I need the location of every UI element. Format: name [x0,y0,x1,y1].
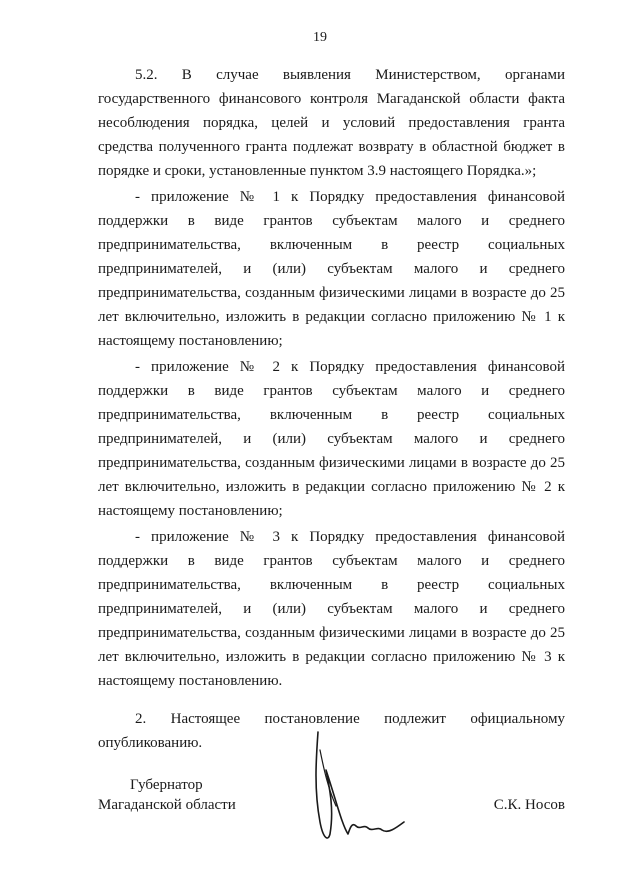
signatory-name: С.К. Носов [493,797,565,813]
signature-block [98,775,565,815]
signatory-position-line2: Магаданской области [98,797,236,813]
paragraph-5-2: 5.2. В случае выявления Министерством, органами государственного финансового контроля Магаданской области факта несоблюдения порядка, целей и условий предоставления гранта средства полученного гранта подлежат возврату в областной бюджет в порядке и сроки, установленные пунктом 3.9 настоящего Порядка.»; [98,67,565,179]
page-number: 19 [313,30,327,45]
paragraph-publication: 2. Настоящее постановление подлежит официальному опубликованию. [98,711,565,751]
document-body [98,63,565,755]
signatory-position-line1: Губернатор [130,777,203,793]
paragraph-appendix-1: - приложение № 1 к Порядку предоставления финансовой поддержки в виде грантов субъектам малого и среднего предпринимательства, включенным в реестр социальных предпринимателей, и (или) субъектам малого и среднего предпринимательства, созданным физическими лицами в возрасте до 25 лет включительно, изложить в редакции согласно приложению № 1 к настоящему постановлению; [98,189,565,349]
paragraph-appendix-2: - приложение № 2 к Порядку предоставления финансовой поддержки в виде грантов субъектам малого и среднего предпринимательства, включенным в реестр социальных предпринимателей, и (или) субъектам малого и среднего предпринимательства, созданным физическими лицами в возрасте до 25 лет включительно, изложить в редакции согласно приложению № 2 к настоящему постановлению; [98,359,565,519]
paragraph-appendix-3: - приложение № 3 к Порядку предоставления финансовой поддержки в виде грантов субъектам малого и среднего предпринимательства, включенным в реестр социальных предпринимателей, и (или) субъектам малого и среднего предпринимательства, созданным физическими лицами в возрасте до 25 лет включительно, изложить в редакции согласно приложению № 3 к настоящему постановлению. [98,529,565,689]
